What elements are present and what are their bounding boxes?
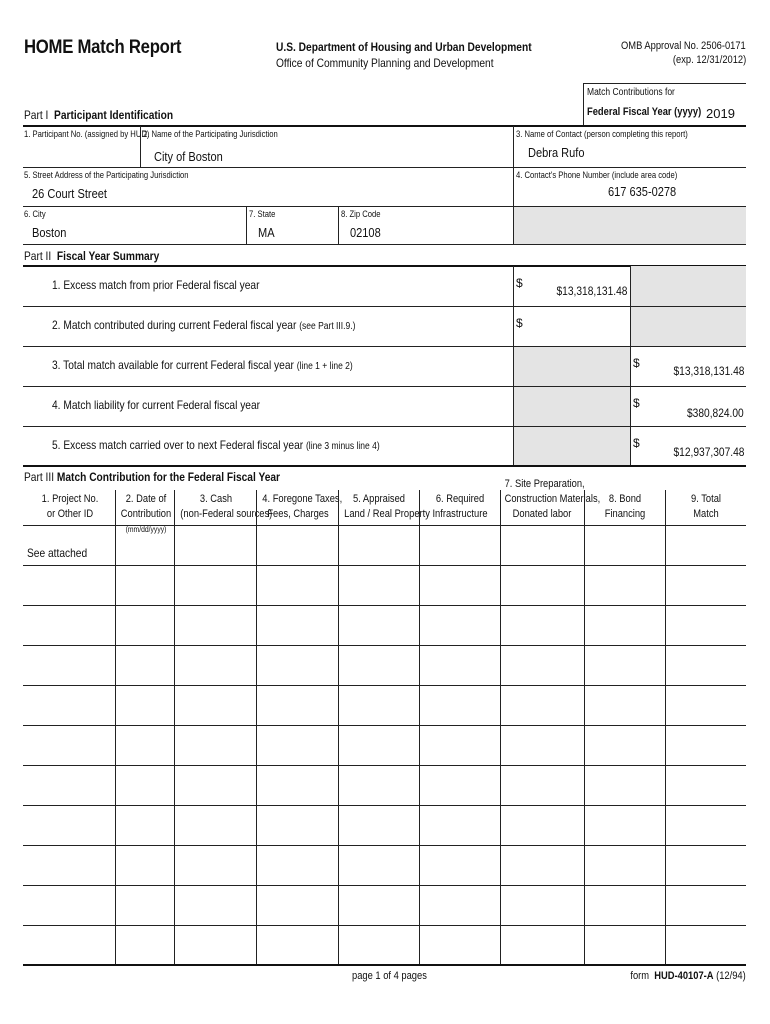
form-prefix: form — [630, 970, 650, 982]
part2-bottom-rule — [23, 465, 746, 467]
divider — [23, 346, 746, 347]
table-row — [23, 885, 746, 886]
summary-line-2-note: (see Part III.9.) — [299, 321, 356, 332]
summary-line-3-dollar: $ — [633, 356, 640, 370]
table-row — [23, 645, 746, 646]
col-header-line: 2. Date of — [125, 493, 167, 505]
divider — [256, 490, 257, 965]
fy-box-label: Match Contributions for — [587, 87, 675, 98]
street-address-field[interactable]: 26 Court Street — [32, 186, 107, 201]
contact-name-field[interactable]: Debra Rufo — [528, 145, 585, 160]
table-row — [23, 565, 746, 566]
fy-box-left — [583, 83, 584, 126]
office-name: Office of Community Planning and Development — [276, 56, 494, 70]
col-header-line: 4. Foregone Taxes, — [262, 493, 343, 505]
col-header-line: (mm/dd/yyyy) — [125, 525, 167, 534]
state-field[interactable]: MA — [258, 225, 275, 240]
divider — [513, 266, 514, 465]
col-header-foregone-taxes — [262, 492, 343, 522]
col-header-line: 5. Appraised — [353, 493, 405, 505]
part2-title: Fiscal Year Summary — [56, 249, 160, 263]
zip-label: 8. Zip Code — [341, 209, 381, 219]
shaded-cell — [514, 207, 746, 244]
summary-line-3-text: 3. Total match available for current Federal fiscal year — [52, 358, 294, 372]
form-id: HUD-40107-A — [654, 970, 714, 982]
divider — [115, 490, 116, 965]
summary-line-5-label — [52, 438, 380, 452]
contact-phone-field[interactable]: 617 635-0278 — [608, 184, 677, 199]
summary-line-4-label: 4. Match liability for current Federal fiscal year — [52, 398, 261, 412]
col-header-line: 7. Site Preparation, — [504, 478, 585, 490]
col-header-project-no — [31, 492, 109, 522]
table-bottom-rule — [23, 964, 746, 966]
divider — [630, 266, 631, 465]
table-row — [23, 725, 746, 726]
state-label: 7. State — [249, 209, 276, 219]
part2-prefix: Part II — [24, 249, 52, 263]
omb-approval: OMB Approval No. 2506-0171 — [621, 40, 746, 52]
col-header-line: Donated labor — [512, 508, 572, 520]
fiscal-year-field[interactable]: 2019 — [706, 106, 735, 121]
contact-name-label: 3. Name of Contact (person completing this report) — [516, 129, 688, 139]
summary-line-2-dollar: $ — [516, 316, 523, 330]
summary-line-5-text: 5. Excess match carried over to next Federal fiscal year — [52, 438, 304, 452]
divider — [23, 386, 746, 387]
summary-line-1-value[interactable]: $13,318,131.48 — [556, 284, 627, 298]
part1-rule — [23, 125, 746, 127]
col-header-line: Contribution — [120, 508, 172, 520]
participant-no-label: 1. Participant No. (assigned by HUD) — [24, 129, 150, 139]
part1-heading — [24, 108, 173, 122]
col-header-site-preparation — [504, 477, 601, 522]
col-header-line: 8. Bond — [608, 493, 642, 505]
form-number — [631, 970, 746, 982]
col-header-line: Infrastructure — [432, 508, 488, 520]
summary-line-3-label — [52, 358, 353, 372]
summary-line-3-value[interactable]: $13,318,131.48 — [673, 364, 744, 378]
part1-prefix: Part I — [24, 108, 49, 122]
form-title: HOME Match Report — [24, 37, 182, 58]
col-header-line: Financing — [604, 508, 646, 520]
col-header-line: 3. Cash — [199, 493, 233, 505]
city-field[interactable]: Boston — [32, 225, 67, 240]
fy-box-top — [583, 83, 746, 84]
table-row — [23, 605, 746, 606]
summary-line-5-dollar: $ — [633, 436, 640, 450]
page-indicator: page 1 of 4 pages — [352, 970, 427, 982]
zip-field[interactable]: 02108 — [350, 225, 381, 240]
jurisdiction-name-label: 2. Name of the Participating Jurisdiction — [143, 129, 278, 139]
col-header-line: 9. Total — [691, 493, 721, 505]
summary-line-4-dollar: $ — [633, 396, 640, 410]
divider — [246, 207, 247, 244]
divider — [584, 490, 585, 965]
col-header-line: (non-Federal sources) — [180, 508, 273, 520]
divider — [174, 490, 175, 965]
col-header-infrastructure — [426, 492, 494, 522]
divider — [23, 525, 746, 526]
summary-line-5-note: (line 3 minus line 4) — [305, 441, 380, 452]
table-row — [23, 925, 746, 926]
summary-line-1-label: 1. Excess match from prior Federal fiscal year — [52, 278, 260, 292]
col-header-line: 1. Project No. — [41, 493, 99, 505]
summary-line-3-note: (line 1 + line 2) — [296, 361, 353, 372]
shaded-cell — [514, 346, 630, 465]
summary-line-5-value[interactable]: $12,937,307.48 — [673, 445, 744, 459]
summary-line-2-label — [52, 318, 355, 332]
part3-prefix: Part III — [24, 470, 55, 484]
col-header-appraised-land — [344, 492, 430, 522]
part3-title: Match Contribution for the Federal Fiscal Year — [56, 470, 281, 484]
col-header-bond-financing — [590, 492, 660, 522]
table-row — [23, 765, 746, 766]
table-row — [23, 845, 746, 846]
part1-title: Participant Identification — [54, 108, 174, 122]
street-address-label: 5. Street Address of the Participating Jurisdiction — [24, 170, 189, 180]
part2-heading — [24, 249, 159, 263]
divider — [665, 490, 666, 965]
jurisdiction-name-field[interactable]: City of Boston — [154, 149, 223, 164]
city-label: 6. City — [24, 209, 46, 219]
omb-expiration: (exp. 12/31/2012) — [672, 54, 746, 66]
divider — [500, 490, 501, 965]
summary-line-4-value[interactable]: $380,824.00 — [687, 406, 744, 420]
divider — [23, 167, 746, 168]
col-header-line: Fees, Charges — [267, 508, 329, 520]
divider — [338, 207, 339, 244]
department-name: U.S. Department of Housing and Urban Development — [276, 40, 532, 54]
summary-line-1-dollar: $ — [516, 276, 523, 290]
col-header-total-match — [672, 492, 740, 522]
form-date: (12/94) — [716, 970, 746, 982]
col-header-line: Construction Materials, — [504, 493, 601, 505]
divider — [23, 244, 746, 245]
part3-heading — [24, 470, 280, 484]
table-row — [23, 805, 746, 806]
divider — [23, 426, 746, 427]
divider — [338, 490, 339, 965]
col-header-line: 6. Required — [435, 493, 485, 505]
col-header-line: Match — [693, 508, 719, 520]
table-row — [23, 685, 746, 686]
first-row-text: See attached — [27, 546, 88, 560]
col-header-cash — [180, 492, 273, 522]
col-header-date — [121, 492, 172, 537]
contact-phone-label: 4. Contact's Phone Number (include area code) — [516, 170, 678, 180]
fy-box-label-2: Federal Fiscal Year (yyyy) — [587, 106, 702, 118]
divider — [419, 490, 420, 965]
summary-line-2-text: 2. Match contributed during current Federal fiscal year — [52, 318, 297, 332]
col-header-line: Land / Real Property — [344, 508, 430, 520]
divider — [23, 306, 746, 307]
col-header-line: or Other ID — [46, 508, 94, 520]
